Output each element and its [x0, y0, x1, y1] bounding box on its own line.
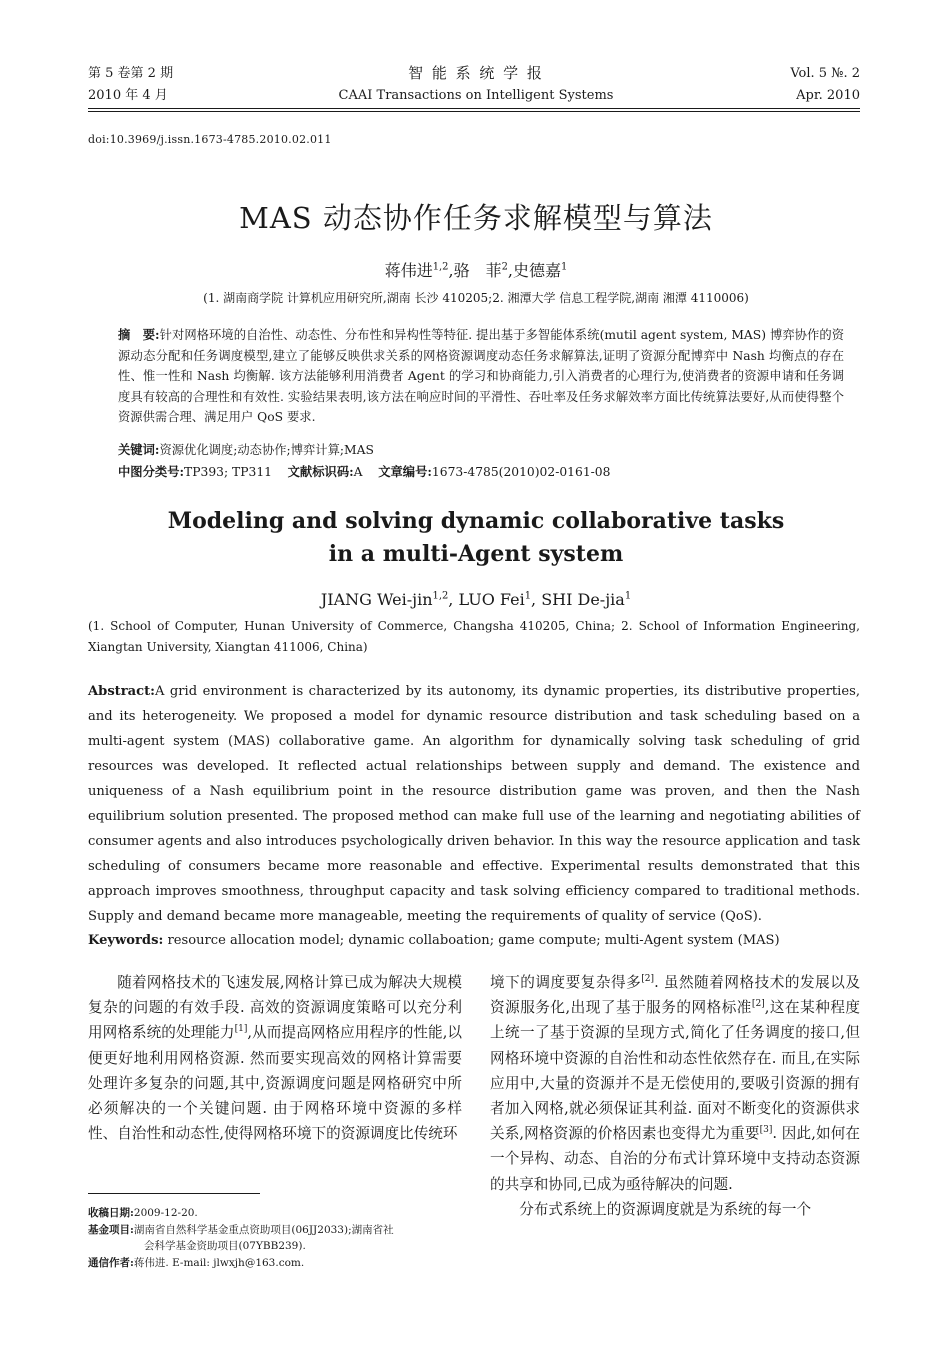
- keywords-cn: [118, 440, 844, 460]
- affiliation-cn: (1. 湖南商学院 计算机应用研究所,湖南 长沙 410205;2. 湘潭大学 信息工程学院,湖南 湘潭 4110006): [203, 291, 749, 305]
- abstract-cn-text: 针对网格环境的自治性、动态性、分布性和异构性等特征. 提出基于多智能体系统(mutil agent system, MAS) 博弈协作的资源动态分配和任务调度模型,建立了能够反映供求关系的网格资源调度动态任务求解算法,证明了资源分配博弈中 Nash 均衡点的存在性、惟一性和 Nash 均衡解. 该方法能够利用消费者 Agent 的学习和协商能力,引入消费者的心理行为,使消费者的资源申请和任务调度具有较高的合理性和有效性. 实验结果表明,该方法在响应时间的平滑性、吞吐率及任务求解效率方面比传统算法要好,从而使得整个资源供需合理、满足用户 QoS 要求.: [118, 328, 844, 424]
- title-en: [0, 505, 952, 571]
- title-en-line2: in a multi-Agent system: [328, 541, 624, 567]
- abstract-cn-label: 摘 要:: [118, 327, 160, 342]
- received-value: 2009-12-20.: [133, 1207, 198, 1219]
- body-right-paragraph: [490, 970, 860, 1197]
- author-cn-3-sup: 1: [561, 261, 568, 273]
- authors-cn: 蒋伟进$^{1,2}$,骆 菲$^2$,史德嘉$^1$: [384, 261, 568, 280]
- footnote-received: [88, 1205, 462, 1222]
- author-cn-1-sup: 1,2: [432, 261, 449, 273]
- author-cn-2: 骆 菲: [453, 261, 502, 280]
- authors-en: JIANG Wei-jin$^{1,2}$, LUO Fei$^1$, SHI De-jia$^1$: [320, 590, 632, 609]
- body-right-text-2: . 虽然随着网格技术的发展以及资源服务化,出现了基于服务的网格标准: [490, 974, 860, 1017]
- header-date-en: Apr. 2010: [796, 88, 860, 103]
- corresponding-value: 蒋伟进. E-mail: jlwxjh@163.com.: [133, 1256, 305, 1269]
- citation-ref: [1]: [234, 1024, 248, 1035]
- body-right-text-1: 境下的调度要复杂得多: [490, 974, 642, 991]
- abstract-en: [88, 679, 860, 929]
- footnote-fund: [88, 1222, 462, 1239]
- keywords-en: [88, 930, 860, 952]
- article-no-value: 1673-4785(2010)02-0161-08: [431, 465, 611, 479]
- author-en-3: SHI De-jia: [541, 590, 625, 609]
- citation-ref: [2]: [751, 999, 765, 1010]
- author-en-2-sup: 1: [524, 590, 532, 602]
- footnote-corresponding: [88, 1255, 462, 1272]
- body-left-text-2: ,从而提高网格应用程序的性能,以便更好地利用网格资源. 然而要实现高效的网格计算需要处理许多复杂的问题,其中,资源调度问题是网格研究中所必须解决的一个关键问题. 由于网格环境中资源的多样性、自治性和动态性,使得网格环境下的资源调度比传统环: [88, 1024, 462, 1143]
- author-en-3-sup: 1: [624, 590, 632, 602]
- keywords-cn-text: 资源优化调度;动态协作;博弈计算;MAS: [159, 443, 374, 457]
- affiliation-en: (1. School of Computer, Hunan University of Commerce, Changsha 410205, China; 2. School of Information Engineering, Xiangtan University, Xiangtan 411006, China): [88, 619, 860, 654]
- body-right-column: [490, 970, 860, 1222]
- author-cn-2-sup: 2: [501, 261, 508, 273]
- author-en-1-sup: 1,2: [432, 590, 449, 602]
- header-vol-issue-cn: 第 5 卷第 2 期: [88, 66, 174, 81]
- keywords-cn-label: 关键词:: [118, 442, 160, 457]
- clc-value: TP393; TP311: [184, 465, 272, 479]
- author-en-1: JIANG Wei-jin: [320, 590, 433, 609]
- author-cn-1: 蒋伟进: [384, 261, 433, 280]
- header-vol-issue-en: Vol. 5 №. 2: [790, 66, 860, 81]
- header-journal-cn: 智 能 系 统 学 报: [408, 64, 544, 82]
- keywords-en-text: resource allocation model; dynamic collaboation; game compute; multi-Agent system (MAS): [167, 933, 780, 948]
- footnote-rule: [88, 1193, 260, 1194]
- fund-value-1: 湖南省自然科学基金重点资助项目(06JJ2033);湖南省社: [133, 1223, 394, 1236]
- fund-label: 基金项目:: [88, 1223, 134, 1236]
- doi: doi:10.3969/j.issn.1673-4785.2010.02.011: [88, 133, 332, 146]
- author-en-2: LUO Fei: [458, 590, 525, 609]
- clc-label: 中图分类号:: [118, 464, 185, 479]
- title-en-line1: Modeling and solving dynamic collaborative tasks: [167, 508, 785, 534]
- header-journal-en: CAAI Transactions on Intelligent Systems: [338, 88, 614, 103]
- citation-ref: [3]: [759, 1125, 773, 1136]
- body-right-text-3: ,这在某种程度上统一了基于资源的呈现方式,简化了任务调度的接口,但网格环境中资源的自治性和动态性依然存在. 而且,在实际应用中,大量的资源并不是无偿使用的,要吸引资源的拥有者加入网格,就必须保证其利益. 面对不断变化的资源供求关系,网格资源的价格因素也变得尤为重要: [490, 999, 861, 1143]
- fund-value-2: 会科学基金资助项目(07YBB239).: [144, 1240, 306, 1252]
- abstract-en-text: A grid environment is characterized by its autonomy, its dynamic properties, its distributive properties, and its heterogeneity. We proposed a model for dynamic resource distribution and task scheduling based on a multi-agent system (MAS) collaborative game. An algorithm for dynamically solving task scheduling of grid resources was developed. It reflected actual relationships between supply and demand. The existence and uniqueness of a Nash equilibrium point in the resource distribution game was proven, and then the Nash equilibrium solution presented. The proposed method can make full use of the learning and negotiating abilities of consumer agents and also introduces psychologically driven behavior. In this way the resource application and task scheduling of consumers became more reasonable and effective. Experimental results demonstrated that this approach improves smoothness, throughput capacity and task solving efficiency compared to traditional methods. Supply and demand became more manageable, meeting the requirements of quality of service (QoS).: [88, 684, 860, 924]
- body-left-text-1: 随着网格技术的飞速发展,网格计算已成为解决大规模复杂的问题的有效手段. 高效的资源调度策略可以充分利用网格系统的处理能力: [88, 974, 462, 1042]
- body-right-paragraph-2: 分布式系统上的资源调度就是为系统的每一个: [519, 1200, 812, 1218]
- abstract-cn: [118, 325, 844, 428]
- article-no-label: 文章编号:: [378, 464, 432, 479]
- header-rule-top: [88, 108, 860, 109]
- abstract-en-label: Abstract:: [88, 684, 155, 699]
- corresponding-label: 通信作者:: [88, 1256, 134, 1269]
- author-cn-3: 史德嘉: [512, 261, 561, 280]
- footnote-fund-cont: [88, 1238, 462, 1255]
- keywords-en-label: Keywords:: [88, 933, 164, 948]
- doc-code-label: 文献标识码:: [287, 464, 354, 479]
- title-cn: MAS 动态协作任务求解模型与算法: [239, 201, 713, 235]
- body-left-paragraph: [88, 970, 462, 1146]
- header-date-cn: 2010 年 4 月: [88, 88, 168, 103]
- citation-ref: [2]: [641, 974, 655, 985]
- footnotes: [88, 1205, 462, 1271]
- classification-cn: [118, 462, 844, 482]
- body-right-text-4: . 因此,如何在一个异构、动态、自治的分布式计算环境中支持动态资源的共享和协同,已成为亟待解决的问题.: [490, 1125, 861, 1193]
- header-rule-bottom: [88, 111, 860, 112]
- doc-code-value: A: [353, 465, 363, 479]
- received-label: 收稿日期:: [88, 1207, 134, 1219]
